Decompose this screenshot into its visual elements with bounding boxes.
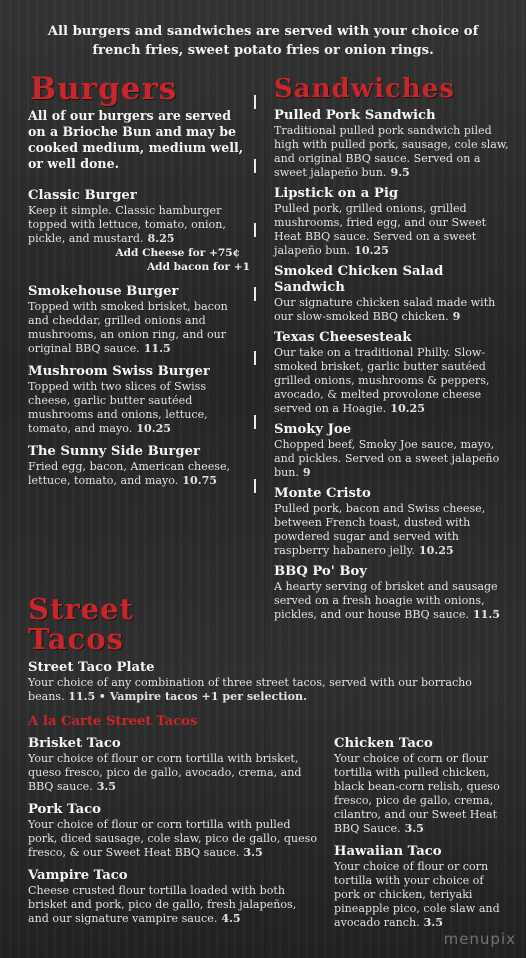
street-tacos-title-line-2: Tacos [28,622,124,656]
menu-item-mushroom-swiss-burger [28,364,250,436]
menu-item-smoked-chicken-salad [274,264,512,324]
item-price: 11.5 [143,342,171,355]
item-desc: Pulled pork, bacon and Swiss cheese, between French toast, dusted with powdered sugar and served with raspberry habanero jelly. [274,502,486,557]
item-price: 11.5 [472,608,500,621]
street-tacos-title [28,594,248,654]
item-desc: Pulled pork, grilled onions, grilled mushrooms, fried egg, and our Sweet Heat BBQ sauce. Served on a sweet jalapeño bun. [274,202,487,257]
item-name: Monte Cristo [274,486,371,501]
item-price: 3.5 [423,916,443,929]
item-price: 8.25 [147,232,175,245]
item-price: 9 [302,466,311,479]
burgers-section [28,71,250,492]
divider-mark [254,95,256,109]
item-name: BBQ Po' Boy [274,564,367,579]
item-price: 10.25 [354,244,389,257]
sandwiches-section [274,74,512,626]
menu-item-sunny-side-burger [28,444,250,488]
burgers-title: Burgers [30,71,178,107]
item-price: 3.5 [243,846,263,859]
item-name: Mushroom Swiss Burger [28,364,210,379]
street-tacos-title-line-1: Street [28,592,134,626]
street-taco-plate [28,660,508,704]
intro-line-2: french fries, sweet potato fries or onion rings. [92,43,434,58]
item-desc: Our signature chicken salad made with our slow-smoked BBQ chicken. [274,296,496,323]
item-name: Texas Cheesesteak [274,330,412,345]
intro-line-1: All burgers and sandwiches are served with your choice of [47,24,479,39]
item-desc: Traditional pulled pork sandwich piled high with pulled pork, sausage, cole slaw, and original BBQ sauce. Served on a sweet jalapeño bun. [274,124,509,179]
menu-item-smokehouse-burger [28,284,250,356]
item-name: Pork Taco [28,802,101,817]
item-desc: Chopped beef, Smoky Joe sauce, mayo, and pickles. Served on a sweet jalapeño bun. [274,438,500,479]
addon-cheese: Add Cheese for +75¢ [115,247,240,259]
divider-mark [254,351,256,365]
item-desc: Your choice of flour or corn tortilla with pulled pork, diced sausage, cole slaw, pico de gallo, queso fresco, & our Sweet Heat BBQ sauce. [28,818,318,859]
item-name: Street Taco Plate [28,660,155,675]
item-name: Classic Burger [28,188,137,203]
menu-item-smoky-joe [274,422,512,480]
menu-item-monte-cristo [274,486,512,558]
item-desc: Fried egg, bacon, American cheese, lettuce, tomato, and mayo. [28,460,231,487]
item-desc: Topped with two slices of Swiss cheese, garlic butter sautéed mushrooms and onions, lettuce, tomato, and mayo. [28,380,208,435]
item-name: Smoked Chicken Salad Sandwich [274,264,444,295]
menu-item-hawaiian-taco [334,844,504,930]
menu-item-chicken-taco [334,736,504,836]
sandwiches-title: Sandwiches [274,74,455,104]
menu-item-pork-taco [28,802,320,860]
burgers-lead: All of our burgers are served on a Brioche Bun and may be cooked medium, medium well, or well done. [28,108,244,171]
item-name: Pulled Pork Sandwich [274,108,436,123]
item-desc: Topped with smoked brisket, bacon and cheddar, grilled onions and mushrooms, an onion ring, and our original BBQ sauce. [28,300,228,355]
divider-mark [254,159,256,173]
item-desc: Your choice of corn or flour tortilla with pulled chicken, black bean-corn relish, queso fresco, pico de gallo, crema, cilantro, and our Sweet Heat BBQ Sauce. [334,752,500,835]
menu-item-bbq-po-boy [274,564,512,622]
item-price: 10.25 [136,422,172,435]
menu-item-lipstick-on-a-pig [274,186,512,258]
menu-item-texas-cheesesteak [274,330,512,416]
item-price: 3.5 [96,780,116,793]
column-divider [254,95,257,565]
item-price: 9 [452,310,461,323]
item-desc: Your choice of any combination of three street tacos, served with our borracho beans. [28,676,472,703]
menu-item-vampire-taco [28,868,320,926]
item-price: 10.75 [182,474,218,487]
intro-note [0,22,526,60]
watermark: menupix [443,930,516,948]
alacarte-title: A la Carte Street Tacos [28,714,198,729]
item-price: 3.5 [404,822,424,835]
item-price: 11.5 [68,690,96,703]
item-name: Smoky Joe [274,422,352,437]
tacos-right-column [334,736,504,934]
divider-mark [254,287,256,301]
menu-item-pulled-pork [274,108,512,180]
item-desc: Our take on a traditional Philly. Slow-smoked brisket, garlic butter sautéed grilled onions, mushrooms & peppers, avocado, & melted provolone cheese served on a Hoagie. [274,346,490,415]
item-price: 10.25 [390,402,425,415]
item-name: Smokehouse Burger [28,284,179,299]
divider-mark [254,415,256,429]
item-desc: Keep it simple. Classic hamburger topped with lettuce, tomato, onion, pickle, and mustard. [28,204,226,245]
item-price: 4.5 [221,912,241,925]
item-name: The Sunny Side Burger [28,444,200,459]
item-desc: Your choice of flour or corn tortilla with your choice of pork or chicken, teriyaki pineapple pico, cole slaw and avocado ranch. [334,860,500,929]
addon-bacon: Add bacon for +1 [146,261,250,273]
item-name: Lipstick on a Pig [274,186,399,201]
item-price: 9.5 [390,166,410,179]
menu-item-brisket-taco [28,736,320,794]
item-name: Chicken Taco [334,736,433,751]
item-name: Hawaiian Taco [334,844,442,859]
item-desc: A hearty serving of brisket and sausage served on a fresh hoagie with onions, pickles, and our house BBQ sauce. [274,580,498,621]
item-desc: Cheese crusted flour tortilla loaded with both brisket and pork, pico de gallo, fresh jalapeños, and our signature vampire sauce. [28,884,297,925]
item-name: Vampire Taco [28,868,128,883]
menu-item-classic-burger [28,188,250,246]
tacos-left-column [28,736,320,930]
item-name: Brisket Taco [28,736,121,751]
divider-mark [254,479,256,493]
item-price: 10.25 [418,544,454,557]
divider-mark [254,223,256,237]
item-desc: Your choice of flour or corn tortilla with brisket, queso fresco, pico de gallo, avocado, crema, and BBQ sauce. [28,752,302,793]
item-extra: • Vampire tacos +1 per selection. [98,690,307,703]
